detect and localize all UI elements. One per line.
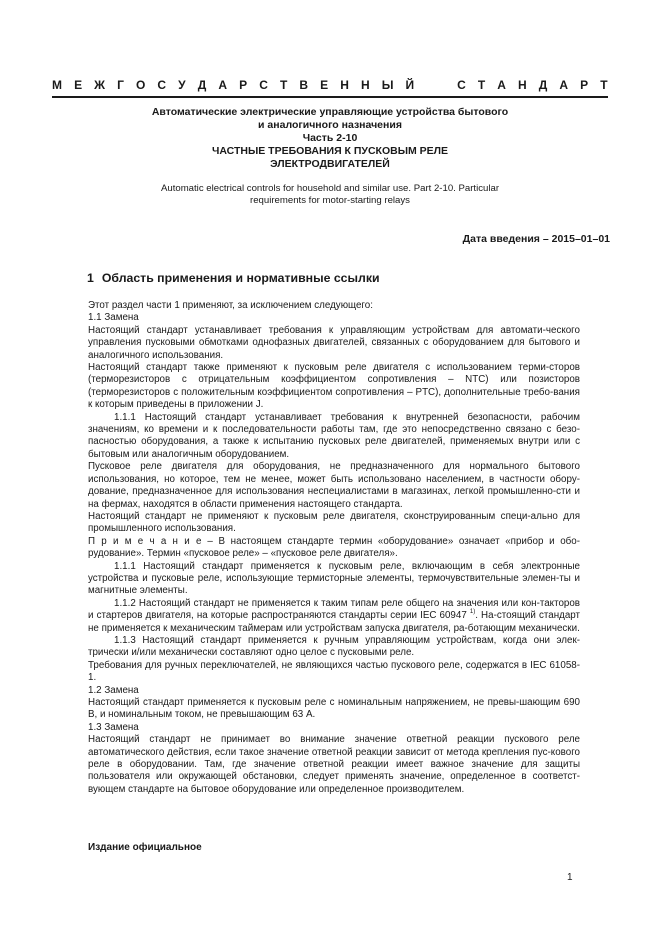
english-title-line: requirements for motor-starting relays	[250, 194, 410, 206]
header-letter: Д	[538, 78, 548, 92]
paragraph: 1.1.1 Настоящий стандарт применяется к пусковым реле, включающим в себя электронные устройства и пусковые реле, использующие термисторные элементы, термочувствительные элемен-ты и магнитные элементы.	[88, 560, 580, 597]
date-of-introduction: Дата введения – 2015–01–01	[462, 233, 610, 245]
header-gap	[426, 79, 429, 91]
header-rule	[52, 96, 608, 98]
standard-header	[52, 79, 608, 93]
header-letter: Н	[518, 78, 527, 92]
title-line: и аналогичного назначения	[258, 119, 402, 131]
header-letter: Е	[320, 78, 329, 92]
paragraph: 1.1.3 Настоящий стандарт применяется к ручным управляющим устройствам, когда они элек-трически и/или механически составляют одно целое с пусковыми реле.	[88, 634, 580, 659]
paragraph: Настоящий стандарт применяется к пусковым реле с номинальным напряжением, не превы-шающим 690 В, и номинальным током, не превышающим 63 А.	[88, 697, 580, 721]
header-letter: О	[136, 78, 146, 92]
clause-heading: 1.1 Замена	[88, 312, 139, 324]
paragraph: Настоящий стандарт не принимает во внимание значение ответной реакции пускового реле автоматического действия, если такое значение ответной реакции зависит от метода крепления пус-кового реле в оборудовании. Там, где значение ответной реакции имеет важное значение для защиты пользователя или окружающей обстановки, следует применять значение, определенное в соответст-вующем стандарте на бытовое оборудование или определенное производителем.	[88, 734, 580, 795]
header-letter: Н	[340, 78, 349, 92]
header-letter: Ж	[94, 78, 106, 92]
clause-heading: 1.2 Замена	[88, 684, 139, 696]
header-letter: Е	[74, 78, 83, 92]
paragraph: Настоящий стандарт устанавливает требования к управляющим устройствам для автомати-ческого управления пусковыми обмотками однофазных двигателей, связанных с оборудованием для бытового и аналогичного использования.	[88, 324, 580, 361]
header-letter: С	[259, 78, 268, 92]
official-edition-label: Издание официальное	[88, 842, 202, 853]
header-letter: У	[178, 78, 186, 92]
header-letter: В	[299, 78, 309, 92]
section-heading	[87, 271, 380, 285]
document-title	[60, 106, 600, 171]
note-text: – В настоящем стандарте термин «оборудование» означает «прибор и обо-рудование». Термин «пусковое реле» – «пусковое реле двигателя».	[88, 535, 580, 560]
header-letter: Ы	[381, 78, 394, 92]
page-number: 1	[567, 872, 573, 883]
header-letter: А	[218, 78, 228, 92]
english-title	[60, 183, 600, 206]
clause-heading: 1.3 Замена	[88, 721, 139, 733]
header-letter: Г	[117, 78, 124, 92]
title-part: Часть 2-10	[302, 132, 358, 144]
header-letter: Й	[405, 78, 415, 92]
header-gap	[442, 79, 445, 91]
title-subtitle: ЭЛЕКТРОДВИГАТЕЛЕЙ	[270, 158, 390, 170]
title-subtitle: ЧАСТНЫЕ ТРЕБОВАНИЯ К ПУСКОВЫМ РЕЛЕ	[211, 145, 449, 157]
body-text	[88, 300, 580, 796]
paragraph: Настоящий стандарт также применяют к пусковым реле двигателя с использованием терми-сторов (терморезисторов с отрицательным коэффициентом сопротивления – NTC) или позисторов (терморезисторов с положительным коэффициентом сопротивления – PTC), дополнительные требо-вания к которым приведены в приложении J.	[88, 362, 580, 411]
header-letter: Д	[197, 78, 207, 92]
section-number: 1	[87, 271, 94, 285]
header-letter: Р	[239, 78, 248, 92]
note-label: П р и м е ч а н и е	[88, 535, 202, 547]
english-title-line: Automatic electrical controls for household and similar use. Part 2-10. Particular	[160, 183, 500, 194]
header-letter: Т	[279, 78, 288, 92]
title-line: Автоматические электрические управляющие устройства бытового	[151, 106, 509, 118]
header-letter: С	[457, 78, 466, 92]
header-letter: Р	[580, 78, 589, 92]
header-letter: А	[559, 78, 569, 92]
paragraph: Пусковое реле двигателя для оборудования, не предназначенного для нормального бытового использования, но которое, тем не менее, может быть использовано населением, в частности обору-дование, предназначенное для использования неспециалистами в магазинах, легкой промышленно-сти и на фермах, находятся в области применения настоящего стандарта.	[88, 461, 580, 510]
paragraph: Требования для ручных переключателей, не являющихся частью пускового реле, содержатся в IEC 61058-1.	[88, 659, 580, 684]
paragraph-part: . На-стоящий стандарт не применяется к механическим таймерам или устройствам запуска двигателя, ра-ботающим механически.	[88, 610, 580, 634]
paragraph: Настоящий стандарт не применяют к пусковым реле двигателя, сконструированным специ-ально для промышленного использования.	[88, 510, 580, 535]
header-letter: Н	[360, 78, 370, 92]
header-letter: С	[157, 78, 167, 92]
paragraph-part: 1.1.2 Настоящий стандарт не применяется к таким типам реле общего на значения или кон-такторов и стартеров двигателя, на которые распространяются стандарты серии IEC 60947	[88, 597, 580, 622]
note-paragraph	[88, 536, 580, 561]
paragraph: 1.1.1 Настоящий стандарт устанавливает требования к внутренней безопасности, рабочим значениям, ко времени и к последовательности работы там, где это непосредственно связано с безо-пасностью оборудования, а также к испытанию пусковых реле двигателей, применяемых внутри или с бытовым или аналогичным оборудованием.	[88, 411, 580, 460]
header-letter: М	[52, 78, 62, 92]
section-title: Область применения и нормативные ссылки	[101, 271, 380, 285]
header-letter: А	[497, 78, 506, 92]
header-letter: Т	[477, 78, 486, 92]
footnote-ref[interactable]: 1)	[469, 608, 476, 615]
paragraph: Этот раздел части 1 применяют, за исключением следующего:	[88, 300, 373, 311]
paragraph	[88, 598, 580, 635]
header-letter: Т	[600, 78, 608, 92]
